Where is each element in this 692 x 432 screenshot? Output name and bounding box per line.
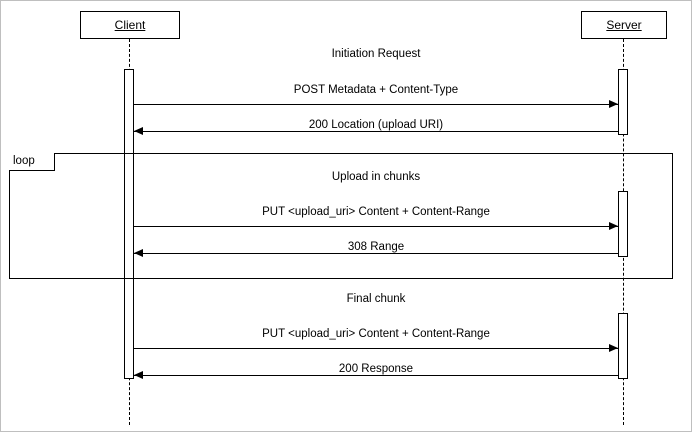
message-arrowhead-308-range <box>134 249 143 257</box>
message-arrow-put-final-chunk <box>134 348 618 349</box>
participant-client-label: Client <box>114 18 146 32</box>
participant-server-label: Server <box>606 18 642 32</box>
message-arrow-put-chunk <box>134 226 618 227</box>
message-label-put-final-chunk: PUT <upload_uri> Content + Content-Range <box>262 328 490 340</box>
message-arrow-200-response <box>134 375 618 376</box>
message-arrowhead-put-chunk <box>609 222 618 230</box>
loop-fragment-tab <box>9 153 55 171</box>
message-arrowhead-200-location <box>134 127 143 135</box>
message-label-final-chunk: Final chunk <box>346 293 406 305</box>
message-label-200-response: 200 Response <box>338 363 414 375</box>
message-label-post-metadata: POST Metadata + Content-Type <box>293 84 459 96</box>
message-label-308-range: 308 Range <box>347 241 405 253</box>
message-label-200-location: 200 Location (upload URI) <box>308 119 444 131</box>
message-arrow-308-range <box>134 253 618 254</box>
participant-client[interactable] <box>80 11 180 39</box>
loop-fragment-label: loop <box>13 155 35 167</box>
message-arrow-post-metadata <box>134 104 618 105</box>
message-arrowhead-200-response <box>134 371 143 379</box>
message-arrowhead-put-final-chunk <box>609 344 618 352</box>
participant-server[interactable] <box>581 11 667 39</box>
message-arrow-200-location <box>134 131 618 132</box>
message-label-initiation-request: Initiation Request <box>331 48 421 60</box>
message-label-put-chunk: PUT <upload_uri> Content + Content-Range <box>262 206 490 218</box>
message-label-upload-in-chunks: Upload in chunks <box>331 171 421 183</box>
message-arrowhead-post-metadata <box>609 100 618 108</box>
